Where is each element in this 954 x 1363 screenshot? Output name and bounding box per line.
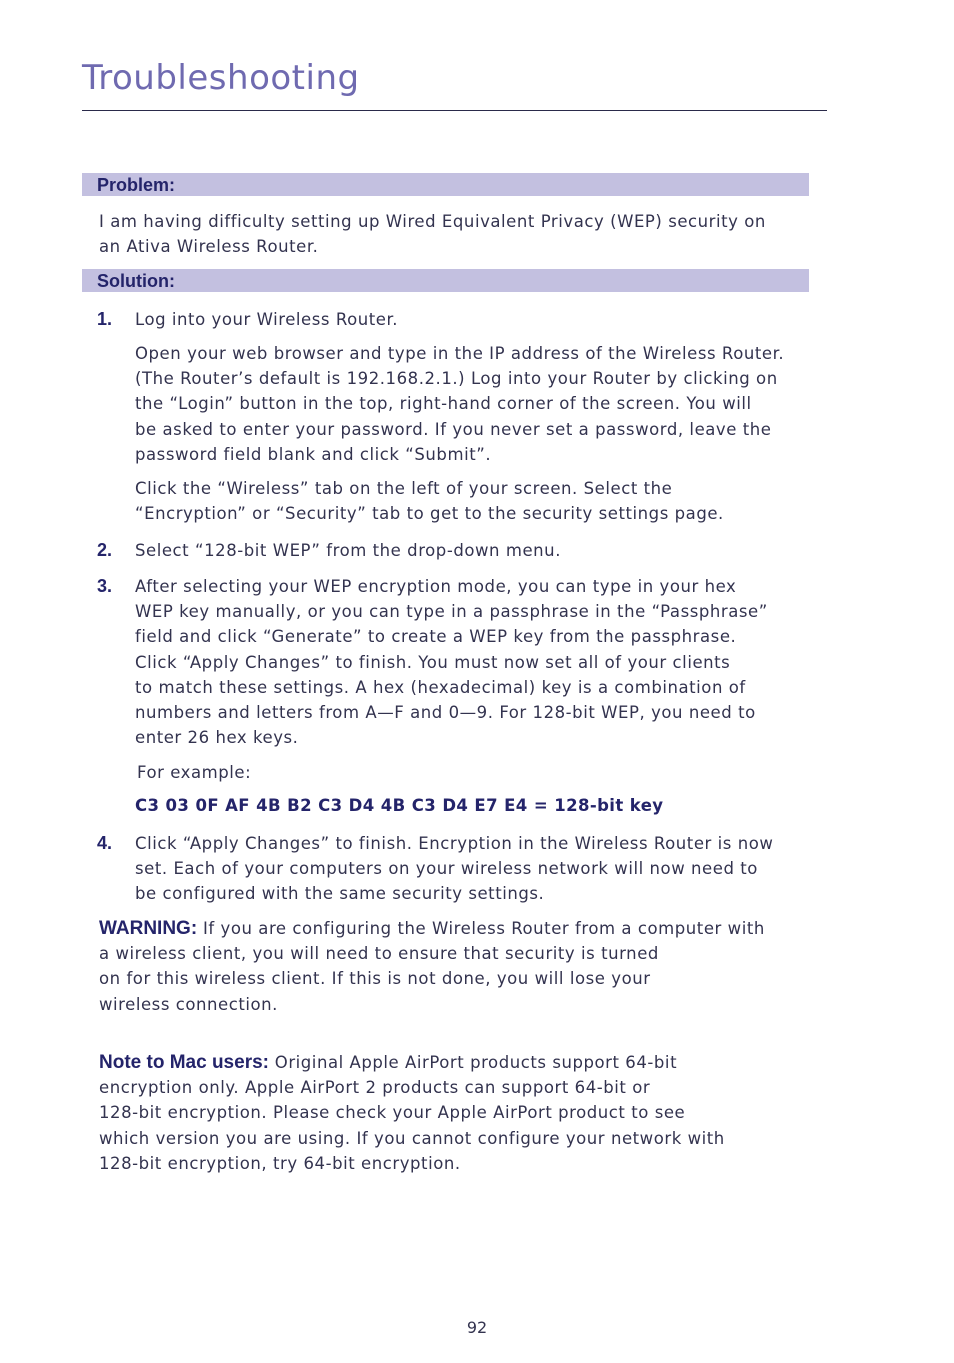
mac-note-line: encryption only. Apple AirPort 2 products can support 64-bit or [99, 1078, 651, 1098]
step-4-text [135, 831, 773, 907]
step-3-line: Click “Apply Changes” to finish. You must now set all of your clients [135, 652, 731, 672]
step-1-para1-line: the “Login” button in the top, right-hand corner of the screen. You will [135, 394, 752, 414]
example-label: For example: [137, 763, 252, 782]
warning-line: a wireless client, you will need to ensure that security is turned [99, 944, 659, 964]
warning-block [99, 916, 765, 1017]
step-1-text [135, 307, 398, 332]
warning-line: wireless connection. [99, 994, 278, 1014]
step-4-line: Click “Apply Changes” to finish. Encryption in the Wireless Router is now [135, 834, 774, 853]
step-3-number: 3. [97, 576, 113, 596]
step-3-text [135, 574, 768, 750]
mac-note-block [99, 1050, 725, 1176]
step-1-para1-line: password field blank and click “Submit”. [135, 444, 492, 464]
step-2-line: Select “128-bit WEP” from the drop-down menu. [135, 541, 561, 560]
step-1-para1-line: Open your web browser and type in the IP address of the Wireless Router. [135, 344, 785, 363]
step-1-paragraph-1 [135, 341, 784, 467]
mac-note-line: which version you are using. If you cannot configure your network with [99, 1128, 725, 1148]
solution-label: Solution: [97, 271, 175, 291]
warning-line: If you are configuring the Wireless Router from a computer with [197, 919, 765, 938]
step-1-para1-line: be asked to enter your password. If you never set a password, leave the [135, 419, 772, 439]
step-1-para2-line: Click the “Wireless” tab on the left of your screen. Select the [135, 479, 673, 498]
warning-label: WARNING: [99, 918, 198, 939]
step-4-line: set. Each of your computers on your wireless network will now need to [135, 859, 758, 879]
problem-text [99, 209, 766, 259]
page-number: 92 [466, 1318, 488, 1337]
solution-header-bar [82, 269, 809, 292]
step-4-number: 4. [97, 833, 113, 853]
mac-note-line: 128-bit encryption, try 64-bit encryption. [99, 1153, 461, 1173]
step-2-text [135, 538, 561, 563]
warning-line: on for this wireless client. If this is not done, you will lose your [99, 969, 651, 989]
step-3-line: WEP key manually, or you can type in a passphrase in the “Passphrase” [135, 602, 768, 622]
step-3-line: After selecting your WEP encryption mode, you can type in your hex [135, 577, 737, 596]
mac-note-label: Note to Mac users: [99, 1052, 269, 1073]
step-1-number: 1. [97, 309, 113, 329]
step-1-line: Log into your Wireless Router. [135, 310, 399, 329]
step-1-para1-line: (The Router’s default is 192.168.2.1.) Log into your Router by clicking on [135, 369, 778, 389]
example-hex-key: C3 03 0F AF 4B B2 C3 D4 4B C3 D4 E7 E4 = 128-bit key [135, 796, 664, 815]
step-3-line: field and click “Generate” to create a WEP key from the passphrase. [135, 627, 737, 647]
problem-line: an Ativa Wireless Router. [99, 237, 319, 257]
step-1-paragraph-2 [135, 476, 724, 526]
title-divider [82, 110, 827, 111]
step-3-line: numbers and letters from A—F and 0—9. For 128-bit WEP, you need to [135, 703, 756, 723]
problem-header-bar [82, 173, 809, 196]
step-4-line: be configured with the same security settings. [135, 884, 545, 904]
page-title: Troubleshooting [82, 58, 360, 98]
mac-note-line: 128-bit encryption. Please check your Apple AirPort product to see [99, 1103, 686, 1123]
step-2-number: 2. [97, 540, 113, 560]
step-1-para2-line: “Encryption” or “Security” tab to get to the security settings page. [135, 504, 724, 524]
mac-note-first-line [99, 1050, 725, 1075]
mac-note-line: Original Apple AirPort products support 64-bit [268, 1053, 678, 1072]
warning-first-line [99, 916, 765, 941]
problem-label: Problem: [97, 175, 176, 195]
problem-line: I am having difficulty setting up Wired Equivalent Privacy (WEP) security on [99, 212, 766, 231]
step-3-line: to match these settings. A hex (hexadecimal) key is a combination of [135, 677, 746, 697]
step-3-line: enter 26 hex keys. [135, 728, 299, 748]
